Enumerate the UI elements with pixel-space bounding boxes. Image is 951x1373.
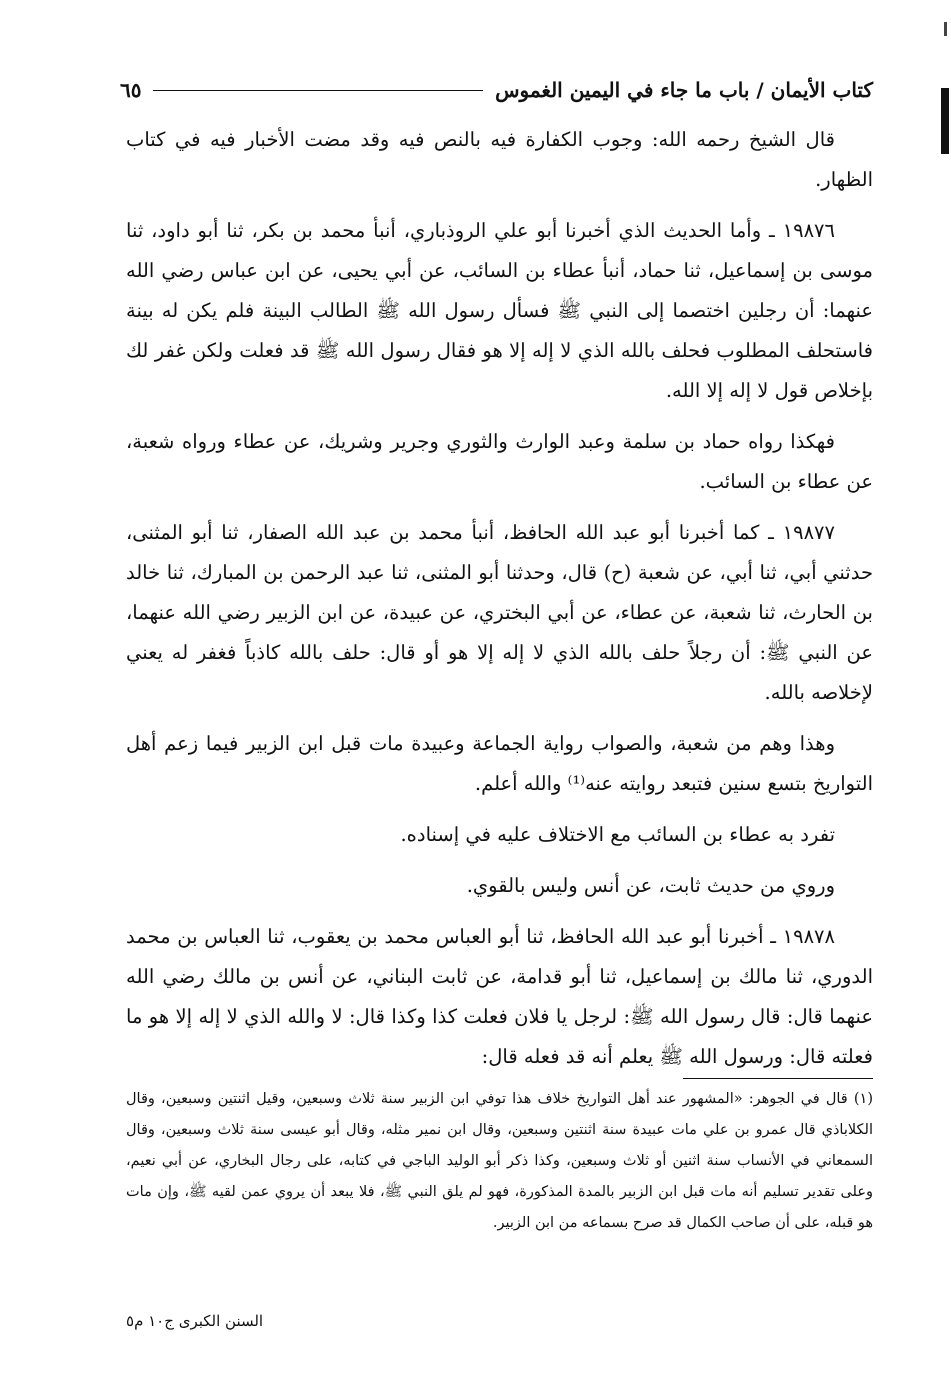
paragraph-isnad-note: تفرد به عطاء بن السائب مع الاختلاف عليه في إسناده. — [400, 823, 835, 846]
paragraph-intro: قال الشيخ رحمه الله: وجوب الكفارة فيه بالنص فيه وقد مضت الأخبار فيه في كتاب الظهار. — [126, 128, 873, 191]
corner-mark — [944, 22, 947, 36]
footnote-separator — [683, 1078, 873, 1079]
paragraph-comment: وهذا وهم من شعبة، والصواب رواية الجماعة وعبيدة مات قبل ابن الزبير فيما زعم أهل التواريخ بتسع سنين فتبعد روايته عنه⁽¹⁾ والله أعلم. — [126, 732, 873, 795]
hadith-19876: ١٩٨٧٦ ـ وأما الحديث الذي أخبرنا أبو علي الروذباري، أنبأ محمد بن بكر، ثنا أبو داود، ثنا موسى بن إسماعيل، ثنا حماد، أنبأ عطاء بن السائب، عن أبي يحيى، عن ابن عباس رضي الله عنهما: أن رجلين اختصما إلى النبي ﷺ فسأل رسول الله ﷺ الطالب البينة فلم يكن له بينة فاستحلف المطلوب فحلف بالله الذي لا إله إلا هو فقال رسول الله ﷺ قد فعلت ولكن غفر لك بإخلاص قول لا إله إلا الله. — [126, 219, 873, 402]
footnote-1: (١) قال في الجوهر: «المشهور عند أهل التواريخ خلاف هذا توفي ابن الزبير سنة ثلاث وسبعين، وقيل اثنتين وسبعين، وقال الكلاباذي قال عمرو بن علي مات عبيدة سنة اثنتين وسبعين، وقال ابن نمير مثله، وقال أبو عيسى سنة ثلاث وسبعين، وقال السمعاني في الأنساب سنة اثنين أو ثلاث وسبعين، وكذا ذكر أبو الوليد الباجي في كتابه، على رجال البخاري، عن أبي نعيم، وعلى تقدير تسليم أنه مات قبل ابن الزبير بالمدة المذكورة، فهو لم يلق النبي ﷺ، فلا يبعد أن يروي عمن لقيه ﷺ، وإن مات هو قبله، على أن صاحب الكمال قد صرح بسماعه من ابن الزبير. — [126, 1091, 873, 1231]
hadith-19877: ١٩٨٧٧ ـ كما أخبرنا أبو عبد الله الحافظ، أنبأ محمد بن عبد الله الصفار، ثنا أبو المثنى، حدثني أبي، ثنا أبي، عن شعبة (ح) قال، وحدثنا أبو المثنى، ثنا عبد الرحمن بن المبارك، ثنا خالد بن الحارث، ثنا شعبة، عن عطاء، عن أبي البختري، عن عبيدة، عن ابن الزبير رضي الله عنهما، عن النبي ﷺ: أن رجلاً حلف بالله الذي لا إله إلا هو أو قال: حلف بالله كاذباً فغفر له يعني لإخلاصه بالله. — [126, 521, 873, 704]
main-text — [126, 120, 873, 1088]
footnotes — [126, 1084, 873, 1239]
page-edge-mark — [941, 88, 949, 154]
paragraph-thabit-note: وروي من حديث ثابت، عن أنس وليس بالقوي. — [466, 874, 835, 897]
paragraph-narrators: فهكذا رواه حماد بن سلمة وعبد الوارث والثوري وجرير وشريك، عن عطاء ورواه شعبة، عن عطاء بن السائب. — [126, 430, 873, 493]
volume-signature: السنن الكبرى ج١٠ م٥ — [126, 1312, 264, 1330]
running-header — [120, 72, 873, 108]
page-number: ٦٥ — [120, 78, 142, 102]
header-rule — [153, 90, 483, 91]
header-title: كتاب الأيمان / باب ما جاء في اليمين الغموس — [495, 78, 873, 102]
hadith-19878: ١٩٨٧٨ ـ أخبرنا أبو عبد الله الحافظ، ثنا أبو العباس محمد بن يعقوب، ثنا العباس بن محمد الدوري، ثنا مالك بن إسماعيل، ثنا أبو قدامة، عن ثابت البناني، عن أنس بن مالك رضي الله عنهما قال: قال رسول الله ﷺ: لرجل يا فلان فعلت كذا وكذا قال: لا والله الذي لا إله إلا هو ما فعلته قال: ورسول الله ﷺ يعلم أنه قد فعله قال: — [126, 925, 873, 1068]
